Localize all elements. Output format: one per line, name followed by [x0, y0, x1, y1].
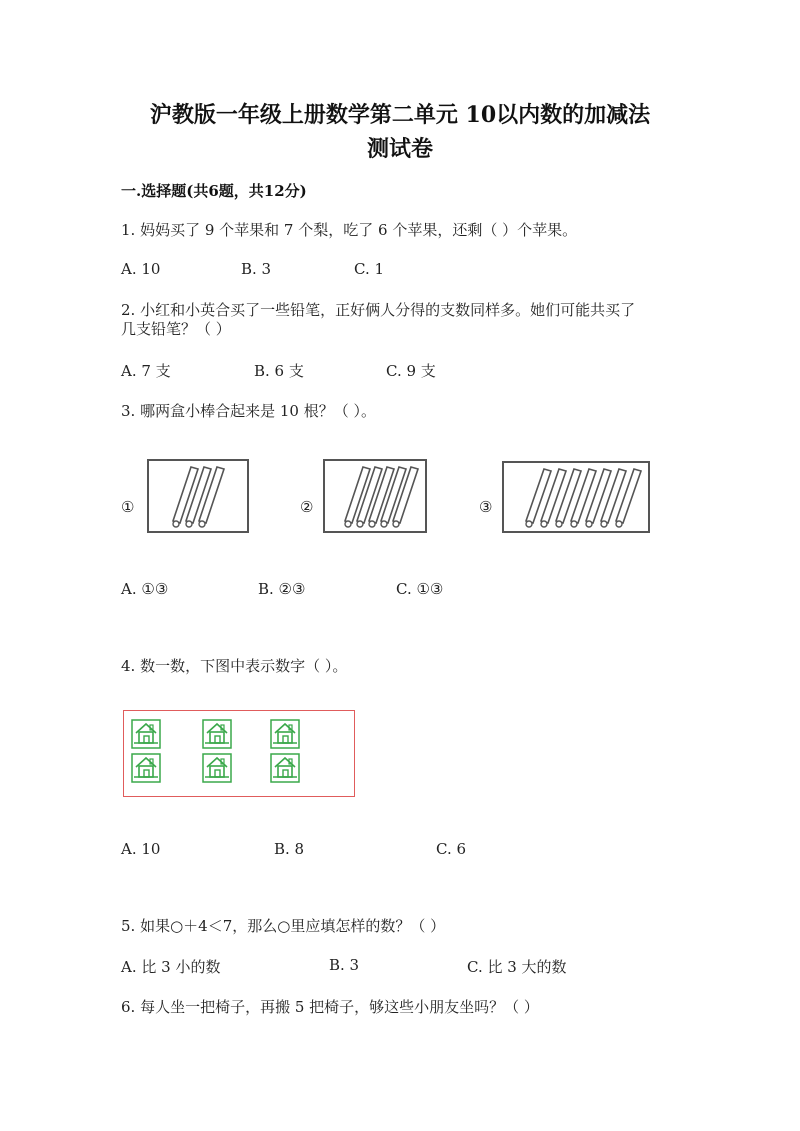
- question-3-text: 3. 哪两盒小棒合起来是 10 根？（ ）。: [121, 402, 376, 420]
- house-icon: [202, 753, 232, 783]
- box-1-label: ①: [121, 498, 135, 516]
- house-icon: [131, 753, 161, 783]
- q1-option-b[interactable]: B. 3: [241, 260, 272, 278]
- q2-option-a[interactable]: A. 7 支: [121, 362, 171, 380]
- q5-option-a[interactable]: A. 比 3 小的数: [121, 958, 221, 976]
- stick-box-1: [147, 459, 249, 533]
- stick-box-3: [502, 461, 650, 533]
- sticks-svg-3: [504, 463, 650, 533]
- sticks-svg-1: [149, 461, 249, 533]
- question-6-text: 6. 每人坐一把椅子，再搬 5 把椅子，够这些小朋友坐吗？（ ）: [121, 998, 539, 1016]
- page-title-line1: 沪教版一年级上册数学第二单元 10以内数的加减法: [149, 102, 651, 128]
- section-heading: 一.选择题(共6题，共12分): [121, 182, 307, 200]
- q4-option-b[interactable]: B. 8: [274, 840, 305, 858]
- stick-box-2: [323, 459, 427, 533]
- q2-option-c[interactable]: C. 9 支: [386, 362, 436, 380]
- page-title-line2: 测试卷: [366, 136, 433, 162]
- q5-option-c[interactable]: C. 比 3 大的数: [467, 958, 567, 976]
- box-2-label: ②: [300, 498, 314, 516]
- box-3-label: ③: [479, 498, 493, 516]
- house-icon: [270, 719, 300, 749]
- q5-option-b[interactable]: B. 3: [329, 956, 360, 974]
- q1-option-a[interactable]: A. 10: [121, 260, 161, 278]
- house-icon: [131, 719, 161, 749]
- question-2-text-line1: 2. 小红和小英合买了一些铅笔，正好俩人分得的支数同样多。她们可能共买了: [121, 301, 636, 319]
- q1-option-c[interactable]: C. 1: [354, 260, 385, 278]
- q4-option-c[interactable]: C. 6: [436, 840, 467, 858]
- question-1-text: 1. 妈妈买了 9 个苹果和 7 个梨，吃了 6 个苹果，还剩（ ）个苹果。: [121, 221, 578, 239]
- sticks-svg-2: [325, 461, 427, 533]
- q3-option-c[interactable]: C. ①③: [396, 580, 444, 598]
- house-icon: [270, 753, 300, 783]
- question-4-text: 4. 数一数，下图中表示数字（ ）。: [121, 657, 348, 675]
- q3-option-b[interactable]: B. ②③: [258, 580, 306, 598]
- question-5-text: 5. 如果○＋4＜7，那么○里应填怎样的数？（ ）: [121, 917, 446, 935]
- house-icon: [202, 719, 232, 749]
- question-2-text-line2: 几支铅笔？（ ）: [121, 320, 231, 338]
- q2-option-b[interactable]: B. 6 支: [254, 362, 304, 380]
- q3-option-a[interactable]: A. ①③: [121, 580, 169, 598]
- q4-option-a[interactable]: A. 10: [121, 840, 161, 858]
